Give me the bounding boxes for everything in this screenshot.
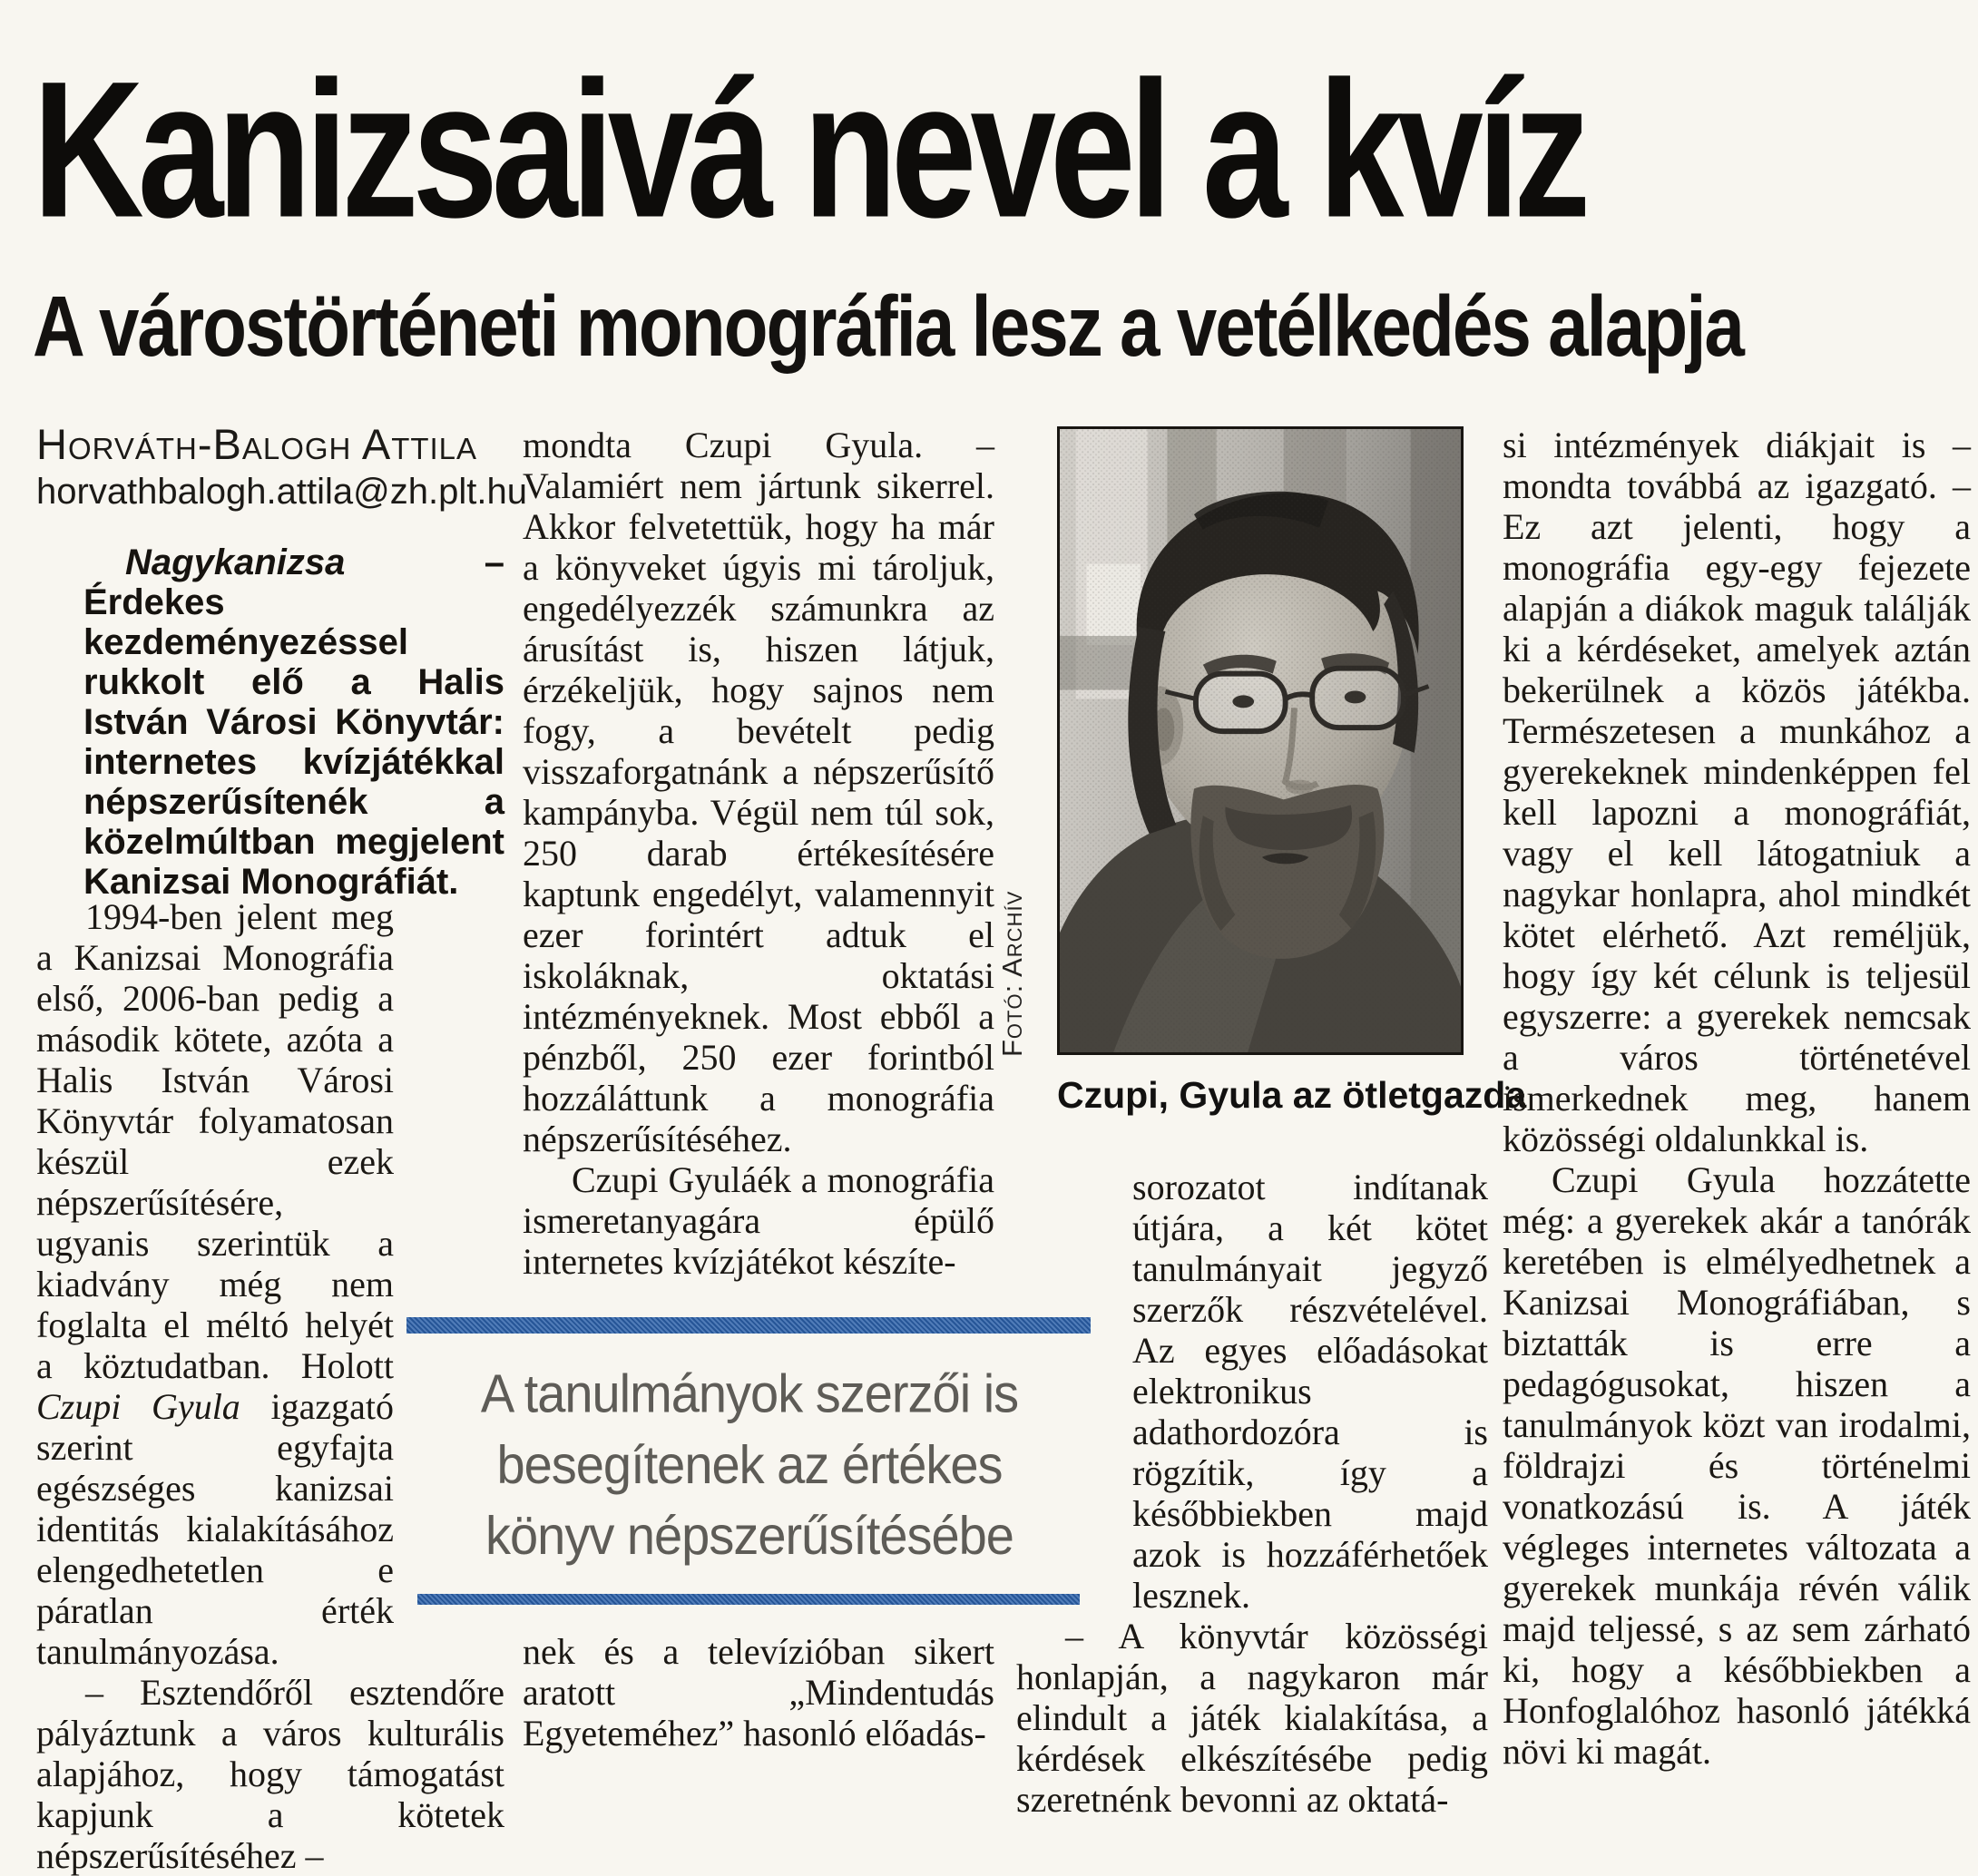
pullquote-top-rule	[406, 1317, 1091, 1334]
paragraph: nek és a televízióban sikert aratott „Mindentudás Egyeteméhez” hasonló előadás-	[523, 1631, 994, 1754]
byline-email: horvathbalogh.attila@zh.plt.hu	[36, 472, 527, 512]
paragraph: Czupi Gyula hozzátette még: a gyerekek akár a tanórák keretében is elmélyedhetnek a Kanizsai Monográfiában, s biztatták is erre a pedagógusokat, hiszen a tanulmányok közt van irodalmi, földrajzi és történelmi vonatkozású is. A játék végleges internetes változata a gyerekek munkája révén válik majd teljessé, s az sem zárható ki, hogy a későbbiekben a Honfoglalóhoz hasonló játékká növi ki magát.	[1503, 1159, 1971, 1772]
photo-czupi-gyula	[1057, 426, 1464, 1055]
lead-text: – Érdekes kezdeményezéssel rukkolt elő a Halis István Városi Könyvtár: internetes kvízjátékkal népszerűsítenék a közelmúltban megjelent Kanizsai Monográfiát.	[83, 542, 504, 902]
pullquote-bottom-rule	[417, 1594, 1080, 1605]
photo-credit: Fotó: Archív	[996, 890, 1028, 1057]
paragraph: mondta Czupi Gyula. – Valamiért nem jártunk sikerrel. Akkor felvetettük, hogy ha már a könyveket úgyis mi tároljuk, engedélyezzék számunkra az árusítást is, hiszen látjuk, érzékeljük, hogy sajnos nem fogy, a bevételt pedig visszaforgatnánk a népszerűsítő kampányba. Végül nem túl sok, 250 darab értékesítésére kaptunk engedélyt, valamennyit ezer forintért adtuk el iskoláknak, oktatási intézményeknek. Most ebből a pénzből, 250 ezer forintból hozzáláttunk a monográfia népszerűsítéséhez.	[523, 425, 994, 1159]
paragraph-text: igazgató szerint egyfajta egészséges kanizsai identitás kialakításához elengedhetetlen e páratlan érték tanulmányozása.	[36, 1386, 394, 1672]
pullquote-text: A tanulmányok szerzői is besegítenek az értékes könyv népszerűsítésébe	[480, 1363, 1019, 1566]
headline: Kanizsaivá nevel a kvíz	[33, 41, 1585, 259]
paragraph: – A könyvtár közösségi honlapján, a nagykaron már elindult a játék kialakítása, a kérdések elkészítésébe pedig szeretnénk bevonni az oktatá-	[1016, 1616, 1488, 1820]
column-3-body	[1016, 1167, 1488, 1820]
lead-paragraph	[83, 542, 504, 902]
person-name-italic: Czupi Gyula	[36, 1386, 240, 1427]
byline-author: Horváth-Balogh Attila	[36, 420, 478, 468]
paragraph: – Esztendőről esztendőre pályáztunk a város kulturális alapjához, hogy támogatást kapjunk a kötetek népszerűsítéséhez –	[36, 1672, 504, 1876]
column-2-body-top	[523, 425, 994, 1282]
column-2-body-bottom	[523, 1631, 994, 1754]
photo-caption: Czupi, Gyula az ötletgazda	[1057, 1074, 1527, 1116]
paragraph: si intézmények diákjait is – mondta továbbá az igazgató. – Ez azt jelenti, hogy a monográfia egy-egy fejezete alapján a diákok maguk találják ki a kérdéseket, amelyek aztán bekerülnek a közös játékba. Természetesen a munkához a gyerekeknek mindenképpen fel kell lapozni a monográfiát, vagy el kell látogatniuk a nagykar honlapra, ahol mindkét kötet elérhető. Azt reméljük, hogy így két célunk is teljesül egyszerre: a gyerekek nemcsak a város történetével ismerkednek meg, hanem közösségi oldalunkkal is.	[1503, 425, 1971, 1159]
lead-location: Nagykanizsa	[125, 542, 346, 582]
paragraph: sorozatot indítanak útjára, a két kötet tanulmányait jegyző szerzők részvételével. Az egyes előadásokat elektronikus adathordozóra is rögzítik, így a későbbiekben majd azok is hozzáférhetőek lesznek.	[1132, 1167, 1488, 1616]
paragraph: Czupi Gyuláék a monográfia ismeretanyagára épülő internetes kvízjátékot készíte-	[523, 1159, 994, 1282]
portrait-illustration	[1060, 429, 1461, 1052]
column-4-body	[1503, 425, 1971, 1772]
subheadline: A várostörténeti monográfia lesz a vetélkedés alapja	[33, 278, 1743, 375]
pullquote-wrap-spacer	[1016, 1317, 1132, 1607]
paragraph-text: 1994-ben jelent meg a Kanizsai Monográfia első, 2006-ban pedig a második kötete, azóta a Halis István Városi Könyvtár folyamatosan készül ezek népszerűsítésére, ugyanis szerintük a kiadvány még nem foglalta el méltó helyét a köztudatban. Holott	[36, 896, 394, 1386]
